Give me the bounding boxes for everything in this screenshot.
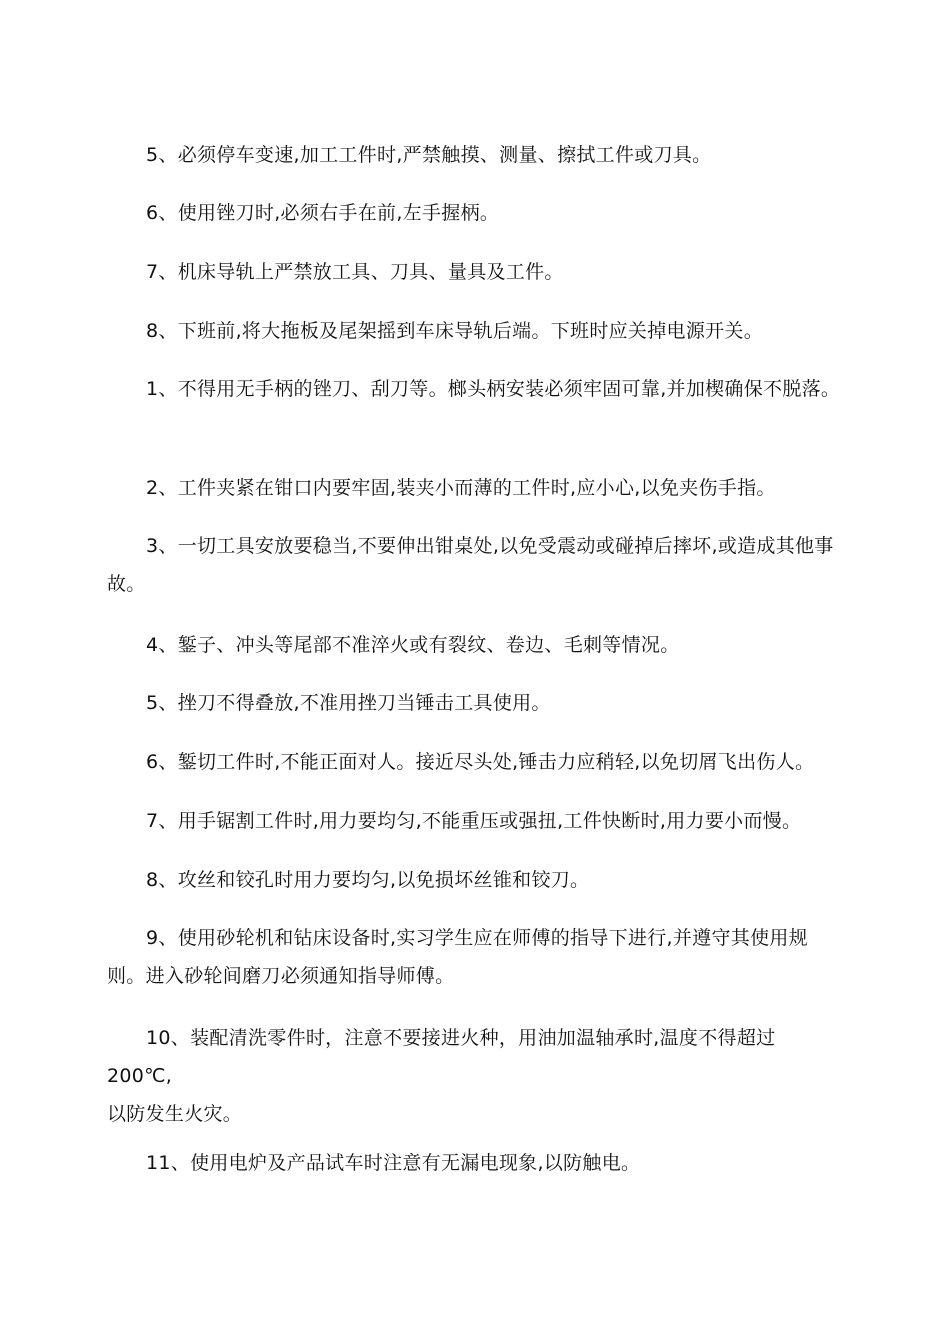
paragraph-6-lathe: 6、使用锉刀时,必须右手在前,左手握柄。: [146, 202, 500, 224]
paragraph-8-lathe: 8、下班前,将大拖板及尾架摇到车床导轨后端。下班时应关掉电源开关。: [146, 320, 764, 342]
paragraph-10-line-2: 200℃,: [107, 1065, 173, 1087]
paragraph-7-bench: 7、用手锯割工件时,用力要均匀,不能重压或强扭,工件快断时,用力要小而慢。: [146, 810, 802, 832]
paragraph-4-bench: 4、錾子、冲头等尾部不准淬火或有裂纹、卷边、毛刺等情况。: [146, 634, 680, 656]
paragraph-6-bench: 6、錾切工件时,不能正面对人。接近尽头处,锤击力应稍轻,以免切屑飞出伤人。: [146, 751, 815, 773]
paragraph-3-bench: 3、一切工具安放要稳当,不要伸出钳桌处,以免受震动或碰掉后摔坏,或造成其他事故。: [107, 535, 834, 595]
paragraph-8-bench: 8、攻丝和铰孔时用力要均匀,以免损坏丝锥和铰刀。: [146, 869, 590, 891]
paragraph-2-bench: 2、工件夹紧在钳口内要牢固,装夹小而薄的工件时,应小心,以免夹伤手指。: [146, 477, 776, 499]
paragraph-10-line-3: 以防发生火灾。: [107, 1103, 243, 1125]
paragraph-7-lathe: 7、机床导轨上严禁放工具、刀具、量具及工件。: [146, 261, 564, 283]
paragraph-5-lathe: 5、必须停车变速,加工工件时,严禁触摸、测量、擦拭工件或刀具。: [146, 144, 712, 166]
paragraph-10-line-1: 10、装配清洗零件时，注意不要接进火种，用油加温轴承时,温度不得超过: [146, 1027, 776, 1049]
paragraph-5-bench: 5、挫刀不得叠放,不准用挫刀当锤击工具使用。: [146, 692, 551, 714]
paragraph-1-bench: 1、不得用无手柄的锉刀、刮刀等。榔头柄安装必须牢固可靠,并加楔确保不脱落。: [146, 378, 841, 400]
paragraph-9-bench: 9、使用砂轮机和钻床设备时,实习学生应在师傅的指导下进行,并遵守其使用规则。进入砂轮间磨刀必须通知指导师傅。: [107, 927, 808, 987]
paragraph-11-bench: 11、使用电炉及产品试车时注意有无漏电现象,以防触电。: [146, 1152, 641, 1174]
